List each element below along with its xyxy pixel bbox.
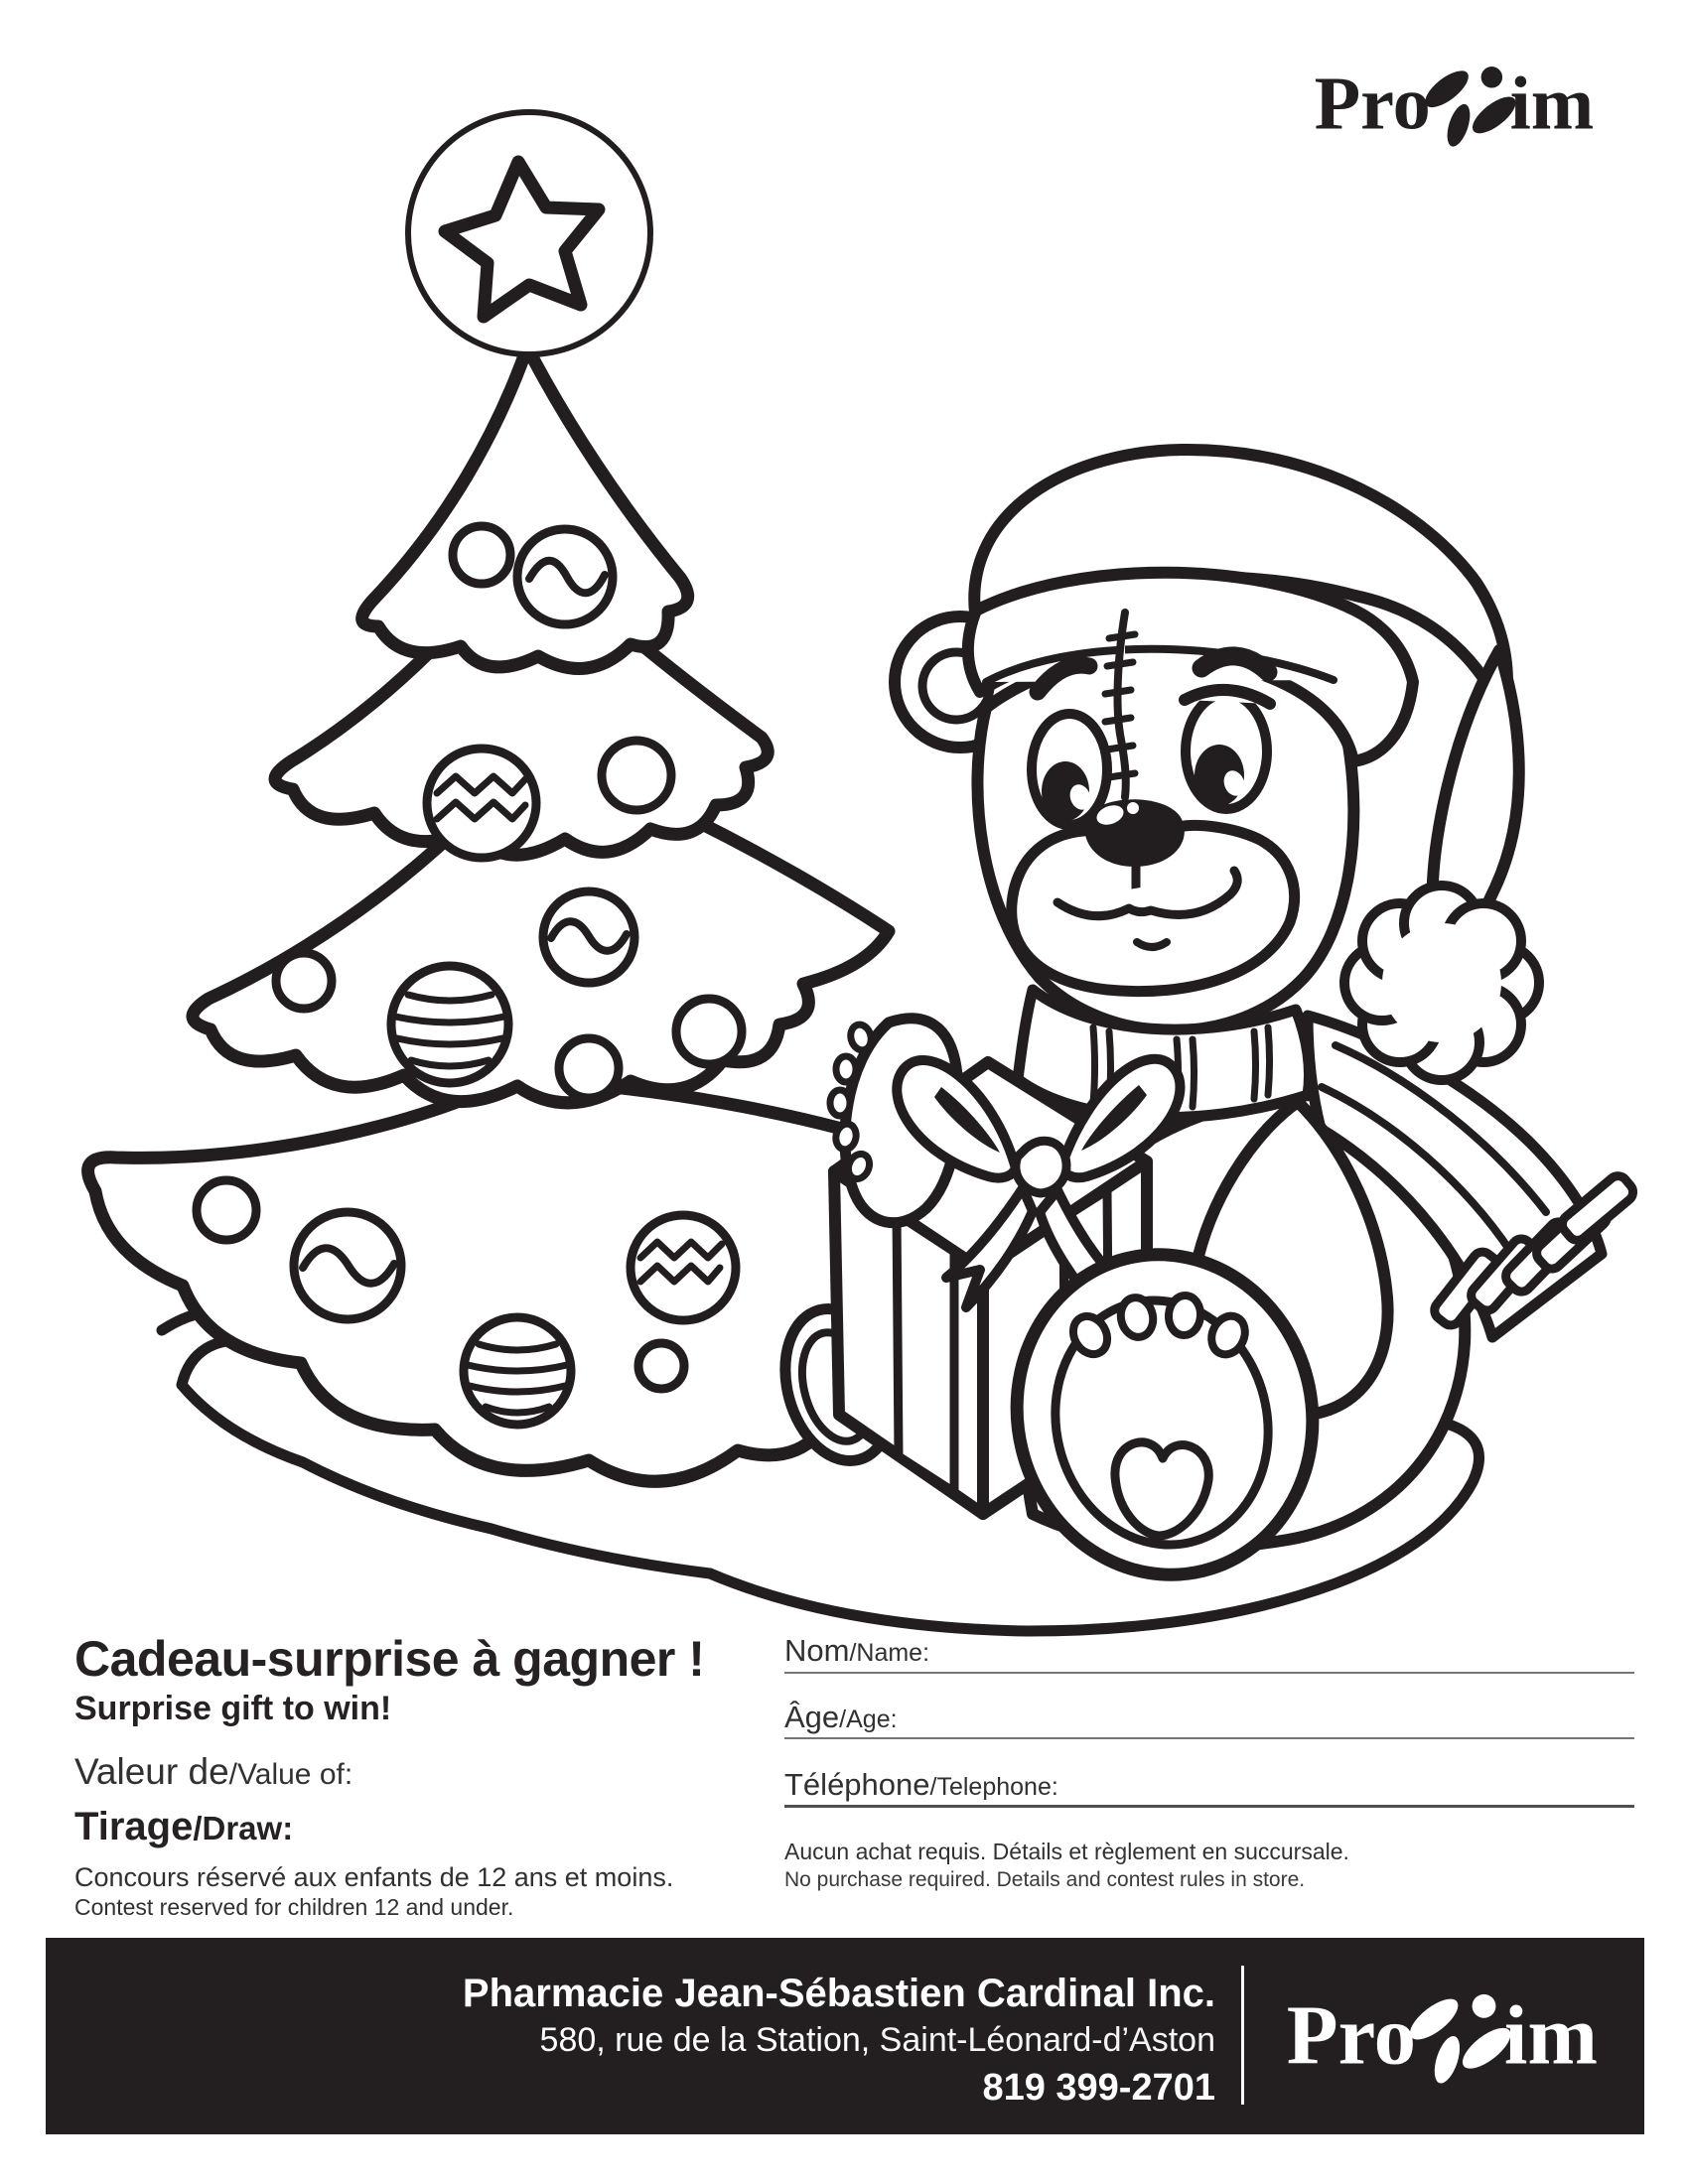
coloring-illustration [55, 94, 1643, 1643]
proxim-logo-footer [1285, 1983, 1601, 2087]
petal-x-icon [1404, 1991, 1517, 2086]
value-line [74, 1751, 352, 1793]
logo-text-pro: Pro [1286, 1988, 1417, 2083]
telephone-input-line [784, 1805, 1634, 1808]
draw-line [74, 1805, 293, 1849]
value-label-fr: Valeur de [74, 1751, 229, 1792]
right-eyebrow [1201, 656, 1268, 672]
field-age-fr: Âge [784, 1700, 840, 1734]
pompom [1344, 886, 1539, 1080]
field-name-en: /Name: [849, 1639, 930, 1667]
age-input-line [784, 1737, 1634, 1739]
pharmacy-address [463, 2022, 1215, 2059]
draw-label-fr: Tirage [74, 1805, 194, 1848]
footer-bar [46, 1938, 1644, 2134]
field-label-telephone [784, 1767, 1058, 1803]
address-city: Saint-Léonard-d’Aston [879, 2021, 1215, 2059]
rules-fr: Concours réservé aux enfants de 12 ans et moins. [74, 1862, 674, 1892]
draw-label-en: /Draw: [193, 1810, 294, 1846]
logo-text-im: im [1503, 1988, 1599, 2083]
christmas-tree [88, 112, 948, 1481]
logo-text-im: im [1509, 62, 1595, 146]
contest-title-fr: Cadeau-surprise à gagner ! [74, 1631, 705, 1687]
field-label-name [784, 1633, 929, 1669]
field-name-fr: Nom [784, 1633, 850, 1668]
value-label-en: /Value of: [228, 1758, 353, 1791]
no-purchase-note-en: No purchase required. Details and contest rules in store. [784, 1868, 1306, 1891]
tree-tier-1 [362, 347, 688, 669]
field-telephone-fr: Téléphone [784, 1767, 930, 1802]
footer-divider [1241, 1966, 1244, 2105]
field-age-en: /Age: [839, 1706, 898, 1733]
ribbon-strip [897, 1214, 954, 1492]
contest-title-en: Surprise gift to win! [74, 1690, 392, 1727]
proxim-logo-glyphs [1287, 1988, 1598, 2086]
pharmacy-phone: 819 399-2701 [982, 2067, 1215, 2110]
field-label-age [784, 1700, 898, 1735]
logo-text-pro: Pro [1314, 62, 1431, 146]
teddy-bear [770, 450, 1637, 1606]
no-purchase-note-fr: Aucun achat requis. Détails et règlement en succursale. [784, 1839, 1349, 1864]
rules-en: Contest reserved for children 12 and under. [74, 1894, 514, 1920]
field-telephone-en: /Telephone: [929, 1773, 1058, 1801]
pharmacy-name: Pharmacie Jean-Sébastien Cardinal Inc. [462, 1972, 1215, 2015]
name-input-line [784, 1672, 1634, 1674]
footer-text [463, 1972, 1215, 2110]
address-street: 580, rue de la Station, [539, 2021, 871, 2059]
